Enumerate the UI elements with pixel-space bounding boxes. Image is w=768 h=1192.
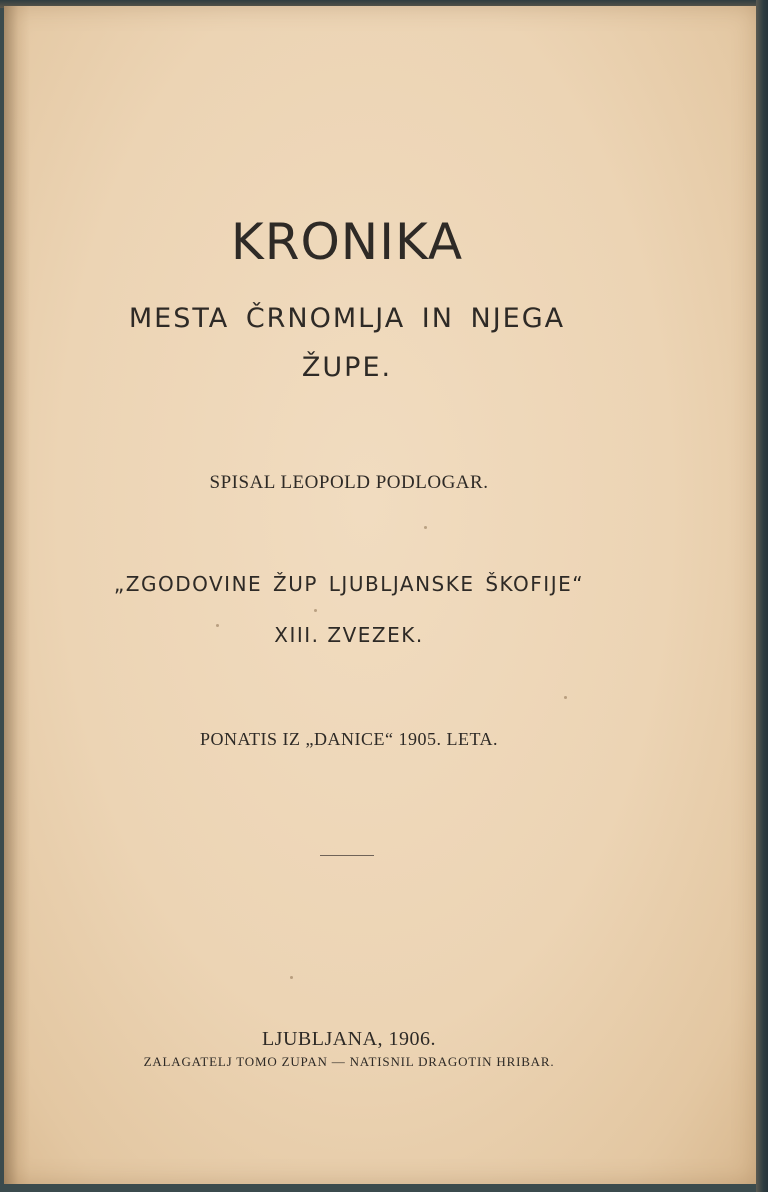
book-subtitle-line-2: ŽUPE. [301,352,393,383]
ornamental-rule [320,855,374,856]
imprint-publisher: ZALAGATELJ TOMO ZUPAN — NATISNIL DRAGOTIN HRIBAR. [143,1054,555,1069]
title-page-sheet [4,6,756,1184]
reprint-note: PONATIS IZ „DANICE“ 1905. LETA. [199,729,498,749]
paper-speck [424,526,427,529]
paper-speck [290,976,293,979]
volume-number: XIII. ZVEZEK. [274,623,424,647]
author-credit: SPISAL LEOPOLD PODLOGAR. [209,472,489,493]
book-title: KRONIKA [230,213,464,271]
book-subtitle-line-1: MESTA ČRNOMLJA IN NJEGA [128,303,566,334]
paper-speck [314,609,317,612]
book-cover-edge-right [756,0,768,1192]
paper-speck [216,624,219,627]
paper-speck [564,696,567,699]
imprint-place-year: LJUBLJANA, 1906. [261,1028,437,1050]
series-title: „ZGODOVINE ŽUP LJUBLJANSKE ŠKOFIJE“ [113,572,585,596]
